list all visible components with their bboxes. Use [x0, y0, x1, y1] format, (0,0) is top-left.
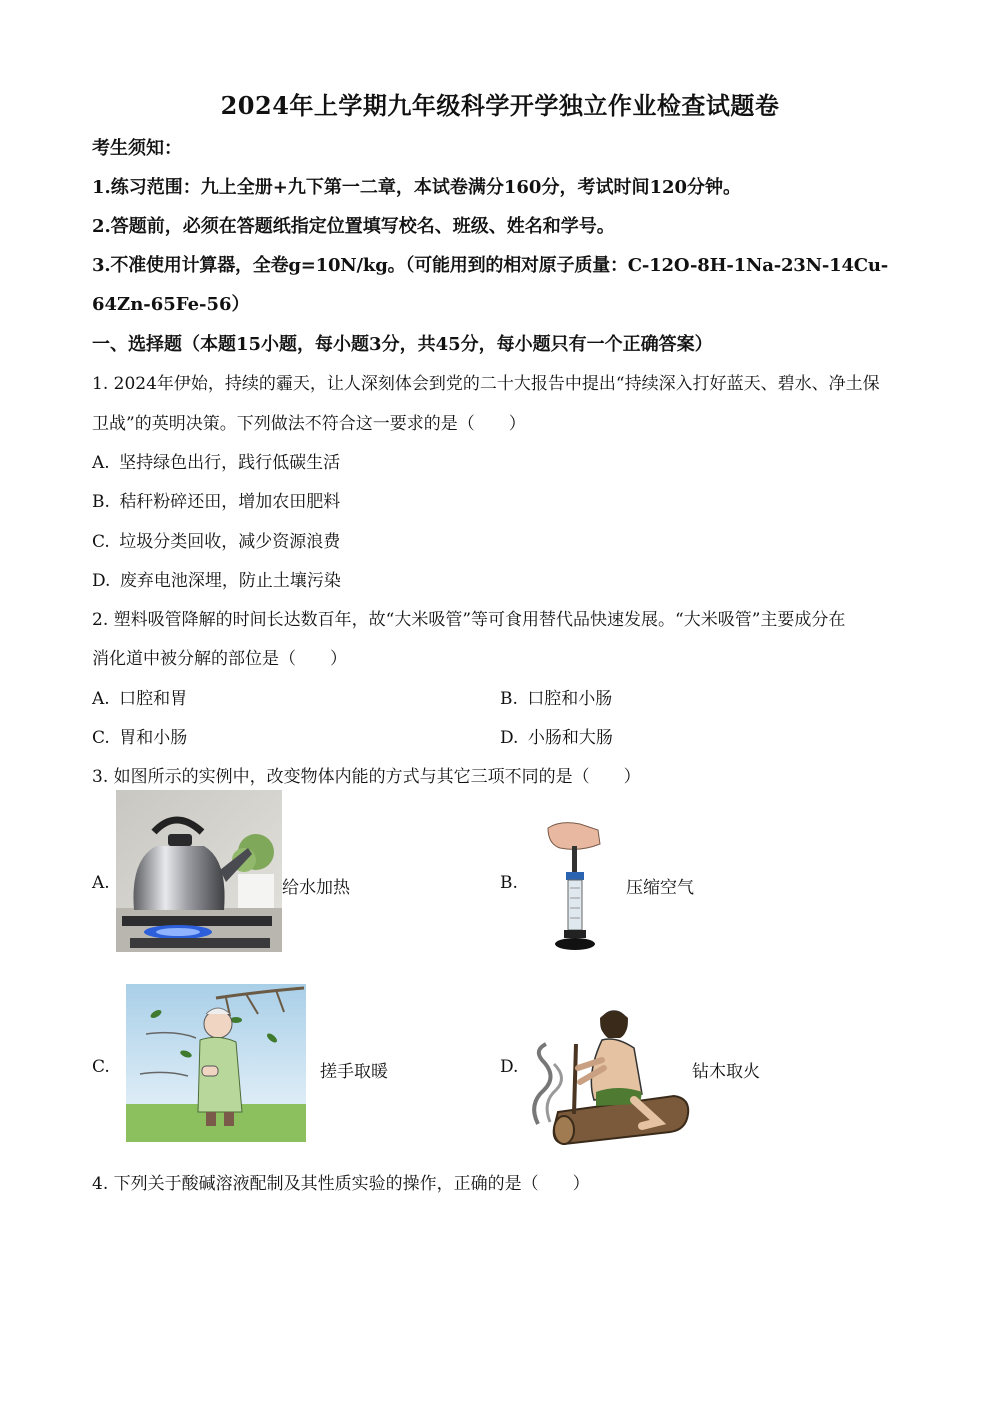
notice-item-3: 3.不准使用计算器，全卷g=10N/kg。（可能用到的相对原子质量：C-12O-8H-1Na-23N-14Cu- — [92, 255, 889, 276]
option-text: 口腔和胃 — [119, 689, 188, 709]
option-letter: A. — [92, 453, 110, 473]
q3-option-a-letter[interactable]: A. — [92, 873, 110, 893]
option-letter: B. — [92, 492, 110, 512]
option-text: 坚持绿色出行，践行低碳生活 — [119, 453, 341, 473]
q1-option-c[interactable] — [92, 527, 340, 552]
q1-option-a[interactable] — [92, 448, 340, 473]
option-letter: C. — [92, 532, 110, 552]
option-text: 秸秆粉碎还田，增加农田肥料 — [119, 492, 341, 512]
q2-option-b[interactable] — [500, 684, 612, 709]
q3-option-b-text: 压缩空气 — [626, 878, 694, 898]
drilling-wood-fire-icon — [524, 1004, 694, 1150]
notice-item-1: 1.练习范围：九上全册+九下第一二章，本试卷满分160分，考试时间120分钟。 — [92, 177, 742, 198]
q1-option-b[interactable] — [92, 487, 340, 512]
q3-option-d-letter[interactable]: D. — [500, 1057, 519, 1077]
q2-text-line2: 消化道中被分解的部位是（ ） — [92, 649, 347, 669]
q2-text-line1: 2. 塑料吸管降解的时间长达数百年，故“大米吸管”等可食用替代品快速发展。“大米吸管”主要成分在 — [92, 610, 846, 630]
notice-item-2: 2.答题前，必须在答题纸指定位置填写校名、班级、姓名和学号。 — [92, 216, 615, 237]
q2-option-d[interactable] — [500, 723, 613, 748]
option-text: 小肠和大肠 — [527, 728, 613, 748]
section-heading: 一、选择题（本题15小题，每小题3分，共45分，每小题只有一个正确答案） — [92, 334, 713, 355]
option-letter: C. — [92, 728, 110, 748]
notice-heading: 考生须知： — [92, 138, 182, 159]
q4-text-line1: 4. 下列关于酸碱溶液配制及其性质实验的操作，正确的是（ ） — [92, 1174, 590, 1194]
option-letter: D. — [92, 571, 111, 591]
q2-option-c[interactable] — [92, 723, 187, 748]
q3-option-c-letter[interactable]: C. — [92, 1057, 110, 1077]
q2-option-a[interactable] — [92, 684, 187, 709]
q3-option-d-text: 钻木取火 — [692, 1062, 760, 1082]
option-text: 废弃电池深埋，防止土壤污染 — [119, 571, 341, 591]
q3-option-b-letter[interactable]: B. — [500, 873, 518, 893]
q3-text-line1: 3. 如图所示的实例中，改变物体内能的方式与其它三项不同的是（ ） — [92, 767, 641, 787]
page-title: 2024年上学期九年级科学开学独立作业检查试题卷 — [220, 91, 780, 120]
option-text: 口腔和小肠 — [527, 689, 613, 709]
option-letter: D. — [500, 728, 519, 748]
option-letter: B. — [500, 689, 518, 709]
q1-option-d[interactable] — [92, 566, 341, 591]
air-compression-syringe-icon — [540, 818, 608, 954]
rubbing-hands-icon — [126, 984, 306, 1142]
q3-option-c-text: 搓手取暖 — [320, 1062, 388, 1082]
notice-item-3-cont: 64Zn-65Fe-56） — [92, 294, 250, 315]
option-text: 垃圾分类回收，减少资源浪费 — [119, 532, 341, 552]
q3-option-a-text: 给水加热 — [282, 878, 350, 898]
option-text: 胃和小肠 — [119, 728, 188, 748]
q1-text-line1: 1. 2024年伊始，持续的霾天，让人深刻体会到党的二十大报告中提出“持续深入打好蓝天、碧水、净土保 — [92, 374, 880, 394]
q1-text-line2: 卫战”的英明决策。下列做法不符合这一要求的是（ ） — [92, 414, 526, 434]
kettle-on-stove-icon — [116, 790, 282, 952]
option-letter: A. — [92, 689, 110, 709]
